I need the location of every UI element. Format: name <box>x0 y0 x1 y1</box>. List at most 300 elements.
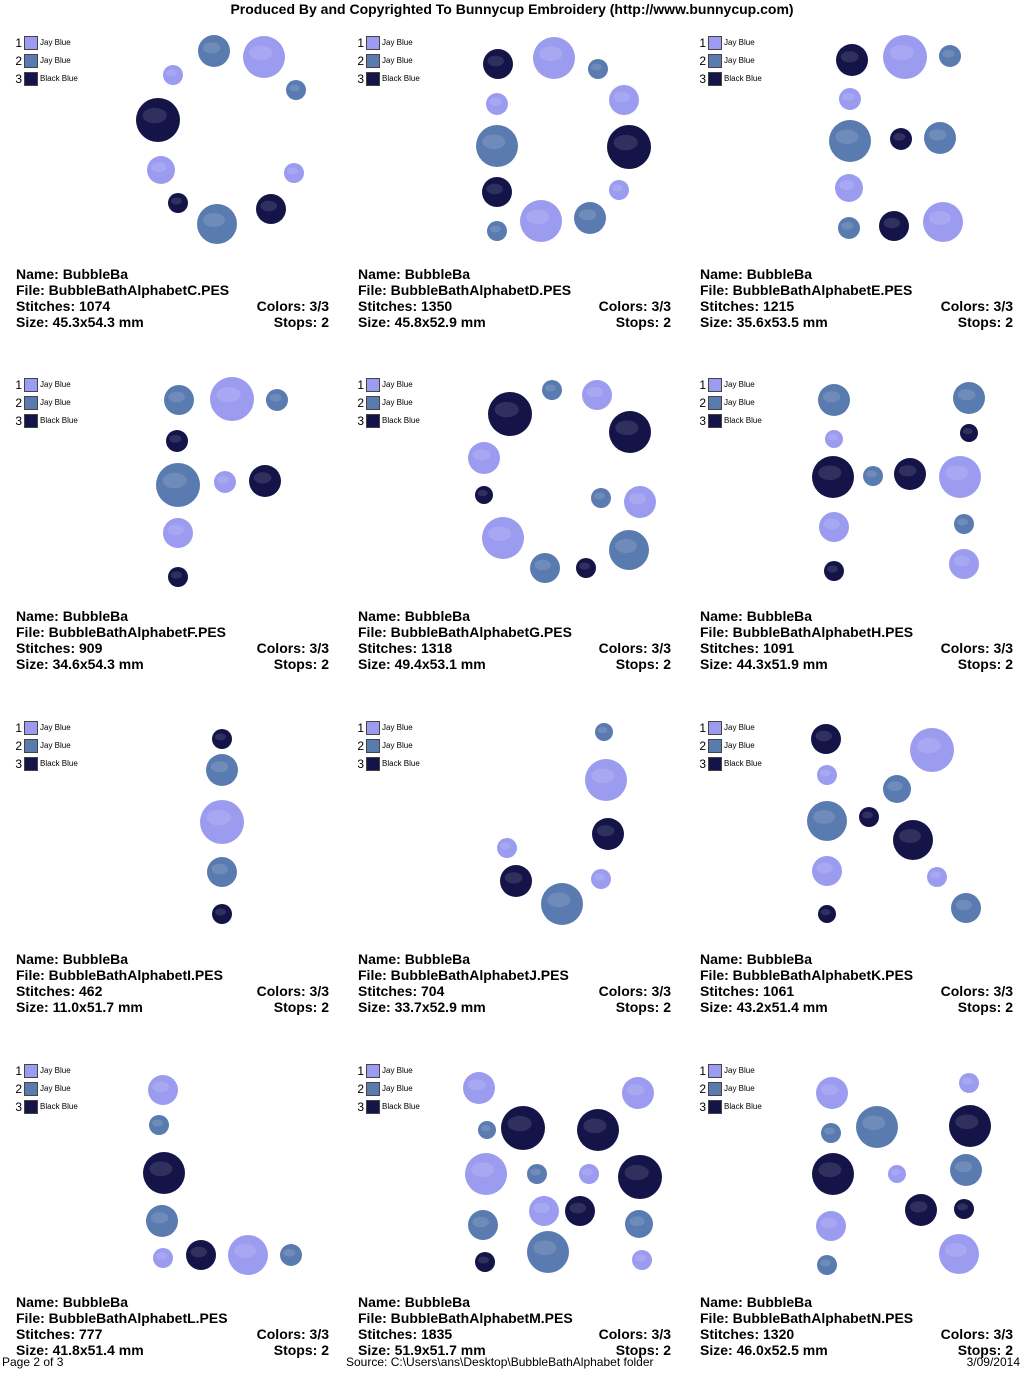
bubble-highlight <box>597 825 615 836</box>
design-colors-value: 3/3 <box>651 1326 671 1342</box>
design-name <box>16 951 128 967</box>
design-name-label: Name: <box>700 266 743 282</box>
bubble-highlight <box>217 387 241 402</box>
palette-number: 1 <box>357 721 364 735</box>
bubble-highlight <box>841 51 859 62</box>
design-name <box>16 1294 128 1310</box>
bubble-highlight <box>615 539 637 553</box>
bubble-highlight <box>890 45 914 60</box>
palette-color-name: Black Blue <box>382 1102 420 1111</box>
design-size-label: Size: <box>16 1342 49 1358</box>
palette-color-name: Jay Blue <box>40 38 71 47</box>
bubble-highlight <box>153 1082 170 1093</box>
design-stops-value: 2 <box>1005 1342 1013 1358</box>
bubble-highlight <box>570 1203 587 1214</box>
design-info <box>16 266 329 330</box>
palette-number: 3 <box>699 757 706 771</box>
palette-number: 2 <box>699 396 706 410</box>
design-card <box>692 1063 1022 1393</box>
design-name <box>358 951 470 967</box>
design-stitches <box>358 298 452 314</box>
design-colors-value: 3/3 <box>309 640 329 656</box>
bubble-highlight <box>488 526 511 541</box>
bubble-highlight <box>841 222 853 230</box>
bubble-highlight <box>591 64 602 71</box>
design-size-value: 49.4x53.1 mm <box>394 656 486 672</box>
design-name-label: Name: <box>700 608 743 624</box>
design-stops-label: Stops: <box>957 314 1002 330</box>
info-row <box>16 608 329 624</box>
bubble-highlight <box>955 1161 973 1172</box>
palette-color-name: Jay Blue <box>382 398 413 407</box>
design-name <box>700 951 812 967</box>
bubble-highlight <box>254 472 272 483</box>
design-stitches-label: Stitches: <box>700 1326 760 1342</box>
design-stitches-value: 1215 <box>763 298 795 314</box>
bubble-highlight <box>151 1212 169 1223</box>
design-size <box>358 314 486 330</box>
design-size-value: 45.8x52.9 mm <box>394 314 486 330</box>
design-colors-value: 3/3 <box>651 640 671 656</box>
info-row <box>700 314 1013 330</box>
design-file-label: File: <box>358 282 387 298</box>
design-colors-value: 3/3 <box>309 983 329 999</box>
palette-color-name: Black Blue <box>40 1102 78 1111</box>
design-file-label: File: <box>700 1310 729 1326</box>
bubble-highlight <box>169 392 186 403</box>
design-card <box>8 377 338 707</box>
design-stitches-label: Stitches: <box>16 983 76 999</box>
design-file <box>16 624 226 640</box>
palette-color-name: Black Blue <box>382 759 420 768</box>
design-stops <box>274 314 329 330</box>
design-stitches <box>700 298 794 314</box>
palette-number: 3 <box>699 72 706 86</box>
info-row <box>358 608 671 624</box>
palette-number: 1 <box>357 36 364 50</box>
design-name-value: BubbleBa <box>746 608 813 624</box>
design-stitches <box>16 640 102 656</box>
design-stitches <box>700 983 794 999</box>
design-stitches-value: 909 <box>79 640 103 656</box>
design-card <box>8 1063 338 1393</box>
info-row <box>358 1326 671 1342</box>
design-size-value: 35.6x53.5 mm <box>736 314 828 330</box>
palette-color-name: Jay Blue <box>724 38 755 47</box>
bubble-highlight <box>591 768 614 783</box>
design-size-value: 45.3x54.3 mm <box>52 314 144 330</box>
design-info <box>16 608 329 672</box>
bubble-highlight <box>203 42 221 53</box>
design-colors <box>941 1326 1013 1342</box>
design-colors-label: Colors: <box>256 640 306 656</box>
design-file-value: BubbleBathAlphabetL.PES <box>48 1310 228 1326</box>
design-stops-value: 2 <box>1005 314 1013 330</box>
info-row <box>700 1326 1013 1342</box>
bubble-highlight <box>482 134 505 149</box>
design-stops-value: 2 <box>321 656 329 672</box>
bubble-highlight <box>635 1255 646 1262</box>
info-row <box>16 951 329 967</box>
bubble-highlight <box>234 1244 256 1258</box>
info-row <box>16 999 329 1015</box>
palette-color-name: Black Blue <box>382 416 420 425</box>
design-name-value: BubbleBa <box>404 266 471 282</box>
bubble-highlight <box>945 1243 967 1257</box>
design-name-value: BubbleBa <box>746 1294 813 1310</box>
bubble-highlight <box>488 56 505 67</box>
embroidery-design-preview <box>692 35 1022 275</box>
palette-number: 3 <box>15 414 22 428</box>
palette-number: 2 <box>15 739 22 753</box>
design-colors <box>257 983 329 999</box>
design-size-value: 46.0x52.5 mm <box>736 1342 828 1358</box>
design-file <box>700 1310 913 1326</box>
bubble-highlight <box>478 1257 489 1264</box>
design-stops-label: Stops: <box>957 999 1002 1015</box>
bubble-highlight <box>473 449 491 460</box>
design-stops-value: 2 <box>1005 656 1013 672</box>
bubble-highlight <box>820 770 831 777</box>
design-file <box>16 282 229 298</box>
design-colors <box>941 298 1013 314</box>
bubble-highlight <box>143 108 167 123</box>
embroidery-design-preview <box>692 1063 1022 1303</box>
bubble-highlight <box>821 909 831 915</box>
palette-color-name: Jay Blue <box>40 398 71 407</box>
bubble-highlight <box>163 473 187 488</box>
bubble-highlight <box>535 560 552 571</box>
palette-color-name: Jay Blue <box>40 380 71 389</box>
bubble-highlight <box>942 50 954 58</box>
info-row <box>16 1294 329 1310</box>
bubble-highlight <box>887 781 902 791</box>
info-row <box>358 640 671 656</box>
design-colors-label: Colors: <box>940 983 990 999</box>
design-name <box>16 608 128 624</box>
bubble-highlight <box>910 1201 928 1212</box>
embroidery-design-preview <box>350 720 680 960</box>
design-size-label: Size: <box>700 999 733 1015</box>
design-name-label: Name: <box>16 608 59 624</box>
design-size-value: 34.6x54.3 mm <box>52 656 144 672</box>
palette-color-name: Jay Blue <box>724 1084 755 1093</box>
design-file <box>700 624 913 640</box>
design-name-value: BubbleBa <box>404 1294 471 1310</box>
info-row <box>358 266 671 282</box>
palette-number: 2 <box>699 54 706 68</box>
embroidery-design-preview <box>692 377 1022 617</box>
design-colors-label: Colors: <box>598 983 648 999</box>
bubble-highlight <box>828 434 838 440</box>
embroidery-design-preview <box>8 35 338 275</box>
bubble-highlight <box>821 1084 839 1095</box>
palette-color-name: Jay Blue <box>724 723 755 732</box>
bubble-highlight <box>545 385 556 392</box>
design-colors-value: 3/3 <box>309 298 329 314</box>
design-stitches <box>16 1326 102 1342</box>
design-file <box>16 967 223 983</box>
design-size <box>358 999 486 1015</box>
bubble-highlight <box>899 829 921 843</box>
bubble-highlight <box>283 1249 295 1257</box>
bubble-highlight <box>481 1125 491 1131</box>
palette-number: 1 <box>699 1064 706 1078</box>
design-stitches-value: 777 <box>79 1326 103 1342</box>
palette-number: 1 <box>15 1064 22 1078</box>
design-stops <box>616 999 671 1015</box>
bubble-highlight <box>171 198 182 205</box>
design-card <box>350 35 680 365</box>
design-size-label: Size: <box>16 999 49 1015</box>
design-name-value: BubbleBa <box>746 951 813 967</box>
bubble-highlight <box>151 162 166 172</box>
palette-color-name: Jay Blue <box>382 1066 413 1075</box>
design-stitches <box>358 983 444 999</box>
bubble-highlight <box>490 226 501 233</box>
design-stops-label: Stops: <box>273 314 318 330</box>
bubble-highlight <box>594 493 605 500</box>
design-stops-value: 2 <box>321 314 329 330</box>
design-stops-value: 2 <box>663 999 671 1015</box>
design-name-value: BubbleBa <box>62 608 129 624</box>
design-stitches-value: 1320 <box>763 1326 795 1342</box>
design-colors <box>941 640 1013 656</box>
design-stops-value: 2 <box>663 1342 671 1358</box>
info-row <box>358 967 671 983</box>
bubble-highlight <box>191 1247 208 1258</box>
design-stitches-label: Stitches: <box>16 298 76 314</box>
design-file-value: BubbleBathAlphabetC.PES <box>48 282 230 298</box>
design-stops <box>616 656 671 672</box>
bubble-highlight <box>500 843 511 850</box>
bubble-highlight <box>169 435 181 443</box>
bubble-highlight <box>587 387 604 398</box>
design-stops-label: Stops: <box>615 999 660 1015</box>
design-size <box>16 999 143 1015</box>
info-row <box>358 282 671 298</box>
info-row <box>358 999 671 1015</box>
bubble-highlight <box>215 734 226 741</box>
design-size <box>16 314 144 330</box>
design-size-label: Size: <box>16 656 49 672</box>
bubble-highlight <box>820 1260 831 1267</box>
bubble-highlight <box>891 1169 901 1175</box>
embroidery-design-preview <box>692 720 1022 960</box>
design-stitches-value: 704 <box>421 983 445 999</box>
design-colors <box>599 298 671 314</box>
palette-number: 2 <box>699 1082 706 1096</box>
design-name <box>700 608 812 624</box>
design-colors-value: 3/3 <box>309 1326 329 1342</box>
design-stitches <box>700 640 794 656</box>
bubble-highlight <box>957 1204 968 1211</box>
design-colors-label: Colors: <box>940 298 990 314</box>
palette-number: 2 <box>357 1082 364 1096</box>
palette-number: 2 <box>15 1082 22 1096</box>
info-row <box>16 983 329 999</box>
palette-number: 1 <box>699 36 706 50</box>
design-file <box>700 967 913 983</box>
bubble-highlight <box>495 402 519 417</box>
design-size-value: 43.2x51.4 mm <box>736 999 828 1015</box>
design-info <box>700 266 1013 330</box>
bubble-highlight <box>249 45 272 60</box>
info-row <box>358 1310 671 1326</box>
bubble-highlight <box>526 209 549 224</box>
design-info <box>16 1294 329 1358</box>
palette-color-name: Jay Blue <box>40 56 71 65</box>
embroidery-design-preview <box>8 1063 338 1303</box>
design-colors-value: 3/3 <box>993 1326 1013 1342</box>
design-colors <box>257 298 329 314</box>
palette-color-name: Jay Blue <box>40 723 71 732</box>
design-stitches <box>700 1326 794 1342</box>
design-card <box>692 35 1022 365</box>
palette-number: 3 <box>699 1100 706 1114</box>
design-size-label: Size: <box>358 1342 391 1358</box>
design-file-value: BubbleBathAlphabetJ.PES <box>390 967 569 983</box>
info-row <box>16 967 329 983</box>
design-stitches-label: Stitches: <box>358 983 418 999</box>
palette-color-name: Jay Blue <box>382 56 413 65</box>
design-colors <box>599 983 671 999</box>
palette-number: 3 <box>357 414 364 428</box>
bubble-highlight <box>217 476 229 484</box>
design-file-label: File: <box>16 282 45 298</box>
design-stops <box>274 999 329 1015</box>
design-stops-label: Stops: <box>273 1342 318 1358</box>
bubble-highlight <box>478 490 488 496</box>
design-stitches-value: 1350 <box>421 298 453 314</box>
source-path: Source: C:\Users\ans\Desktop\BubbleBathAlphabet folder <box>346 1355 654 1369</box>
palette-color-name: Jay Blue <box>382 380 413 389</box>
design-size-value: 51.9x51.7 mm <box>394 1342 486 1358</box>
bubble-highlight <box>862 1115 885 1130</box>
design-name-label: Name: <box>16 1294 59 1310</box>
palette-color-name: Black Blue <box>40 416 78 425</box>
bubble-highlight <box>929 129 947 140</box>
design-stops-label: Stops: <box>615 656 660 672</box>
info-row <box>16 640 329 656</box>
info-row <box>700 656 1013 672</box>
bubble-highlight <box>505 872 523 883</box>
bubble-highlight <box>579 563 590 570</box>
design-name-label: Name: <box>358 951 401 967</box>
info-row <box>358 983 671 999</box>
design-size <box>700 314 828 330</box>
bubble-highlight <box>956 900 973 911</box>
bubble-highlight <box>489 98 501 106</box>
design-file-label: File: <box>16 1310 45 1326</box>
design-colors-value: 3/3 <box>993 983 1013 999</box>
info-row <box>358 624 671 640</box>
bubble-highlight <box>823 391 841 402</box>
palette-color-name: Jay Blue <box>40 741 71 750</box>
palette-color-name: Jay Blue <box>40 1084 71 1093</box>
design-name-label: Name: <box>700 1294 743 1310</box>
design-stitches-label: Stitches: <box>358 1326 418 1342</box>
design-colors-value: 3/3 <box>651 298 671 314</box>
bubble-highlight <box>211 761 229 772</box>
bubble-highlight <box>629 1216 644 1226</box>
design-stops <box>616 314 671 330</box>
design-colors <box>599 1326 671 1342</box>
bubble-highlight <box>149 1161 172 1176</box>
info-row <box>16 298 329 314</box>
design-name-value: BubbleBa <box>62 1294 129 1310</box>
palette-number: 3 <box>15 757 22 771</box>
info-row <box>16 624 329 640</box>
design-info <box>700 608 1013 672</box>
palette-number: 2 <box>15 396 22 410</box>
design-file-label: File: <box>700 624 729 640</box>
design-size-label: Size: <box>358 314 391 330</box>
design-card <box>8 35 338 365</box>
bubble-highlight <box>827 566 838 573</box>
bubble-highlight <box>598 727 608 733</box>
design-file-value: BubbleBathAlphabetH.PES <box>732 624 914 640</box>
bubble-highlight <box>816 731 833 742</box>
page-footer <box>0 1354 1024 1370</box>
design-stitches-value: 1091 <box>763 640 795 656</box>
design-file-value: BubbleBathAlphabetD.PES <box>390 282 572 298</box>
palette-number: 2 <box>699 739 706 753</box>
palette-number: 3 <box>357 1100 364 1114</box>
bubble-highlight <box>884 218 901 229</box>
bubble-highlight <box>839 180 854 190</box>
design-stops-label: Stops: <box>957 656 1002 672</box>
palette-color-name: Black Blue <box>724 74 762 83</box>
bubble-highlight <box>508 1116 532 1131</box>
design-file-label: File: <box>700 967 729 983</box>
design-stops-value: 2 <box>321 999 329 1015</box>
design-colors-label: Colors: <box>256 1326 306 1342</box>
palette-color-name: Black Blue <box>724 1102 762 1111</box>
palette-number: 3 <box>15 72 22 86</box>
bubble-highlight <box>627 1084 645 1095</box>
palette-number: 3 <box>15 1100 22 1114</box>
bubble-highlight <box>958 389 976 400</box>
bubble-highlight <box>539 46 562 61</box>
design-info <box>700 951 1013 1015</box>
info-row <box>700 1294 1013 1310</box>
design-file-value: BubbleBathAlphabetM.PES <box>390 1310 573 1326</box>
design-stitches <box>16 298 110 314</box>
design-size <box>700 656 828 672</box>
design-stops-value: 2 <box>1005 999 1013 1015</box>
design-name-value: BubbleBa <box>746 266 813 282</box>
info-row <box>358 298 671 314</box>
palette-number: 1 <box>357 378 364 392</box>
info-row <box>700 1310 1013 1326</box>
bubble-highlight <box>212 864 229 875</box>
palette-number: 2 <box>357 54 364 68</box>
design-name-label: Name: <box>358 266 401 282</box>
design-size <box>700 999 828 1015</box>
info-row <box>700 967 1013 983</box>
bubble-highlight <box>289 85 300 92</box>
design-file <box>16 1310 228 1326</box>
palette-number: 1 <box>15 378 22 392</box>
design-info <box>358 266 671 330</box>
bubble-highlight <box>471 1162 494 1177</box>
design-stitches-label: Stitches: <box>700 983 760 999</box>
design-info <box>358 1294 671 1358</box>
bubble-highlight <box>962 1078 973 1085</box>
embroidery-design-preview <box>350 377 680 617</box>
design-colors <box>941 983 1013 999</box>
